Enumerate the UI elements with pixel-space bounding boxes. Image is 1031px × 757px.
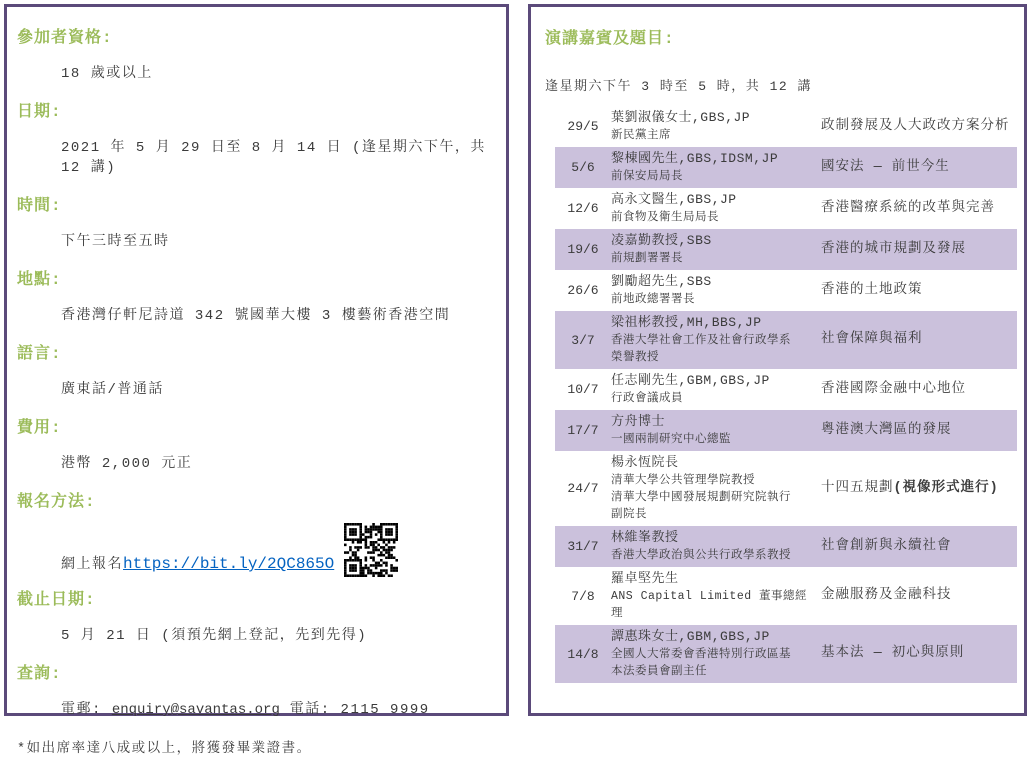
schedule-row (555, 526, 1017, 567)
signup-url-link[interactable]: https://bit.ly/2QC865O (123, 555, 335, 573)
speaker-title: 前食物及衛生局局長 (611, 211, 719, 224)
certificate-footnote: *如出席率達八成或以上，將獲發畢業證書。 (17, 742, 312, 757)
session-date: 29/5 (567, 119, 599, 134)
topic-text: 政制發展及人大政改方案分析 (821, 118, 1010, 134)
speaker-cell (611, 627, 821, 681)
schedule-row (555, 567, 1017, 625)
phone-text: 電話: 2115 9999 (279, 702, 430, 718)
session-date: 5/6 (571, 160, 595, 175)
info-section (17, 340, 494, 398)
session-date: 12/6 (567, 201, 599, 216)
topic-text: 國安法 — 前世今生 (821, 159, 950, 175)
speaker-schedule-table (555, 106, 1017, 683)
speaker-cell (611, 313, 821, 367)
email-link[interactable]: enquiry@savantas.org (111, 702, 280, 718)
speakers-panel (528, 4, 1027, 716)
speaker-title: 清華大學中國發展規劃研究院執行 (611, 491, 791, 504)
section-heading: 語言: (17, 345, 62, 363)
section-body: 5 月 21 日 (須預先網上登記，先到先得) (61, 628, 368, 644)
speaker-cell (611, 412, 821, 449)
schedule-row (555, 270, 1017, 311)
speaker-title: ANS Capital Limited 董事總經理 (611, 590, 808, 620)
speaker-title: 全國人大常委會香港特別行政區基 (611, 648, 791, 661)
section-body: 下午三時至五時 (61, 234, 170, 250)
topic-text: 香港醫療系統的改革與完善 (821, 200, 995, 216)
topic-bold-text: (視像形式進行) (893, 480, 999, 496)
section-heading: 參加者資格: (17, 29, 113, 47)
speaker-title: 前規劃署署長 (611, 252, 683, 265)
topic-cell (821, 528, 1017, 565)
info-section (17, 98, 494, 176)
speaker-title: 榮譽教授 (611, 351, 659, 364)
section-body: 18 歲或以上 (61, 66, 153, 82)
section-body: 廣東話/普通話 (61, 382, 164, 398)
speakers-subtitle: 逢星期六下午 3 時至 5 時，共 12 講 (545, 79, 813, 94)
topic-cell (821, 453, 1017, 524)
speaker-cell (611, 149, 821, 186)
speaker-title: 本法委員會副主任 (611, 665, 707, 678)
topic-text: 金融服務及金融科技 (821, 588, 952, 603)
topic-cell (821, 149, 1017, 186)
info-section (17, 660, 494, 718)
section-heading: 日期: (17, 103, 62, 121)
session-date: 7/8 (571, 588, 595, 604)
speaker-title: 行政會議成員 (611, 392, 683, 405)
signup-row (61, 523, 494, 573)
topic-text: 十四五規劃 (821, 480, 894, 496)
topic-text: 社會保障與福利 (821, 332, 923, 347)
info-section (17, 24, 494, 82)
topic-cell (821, 371, 1017, 408)
speaker-title: 一國兩制研究中心總監 (611, 433, 731, 446)
topic-text: 基本法 — 初心與原則 (821, 646, 965, 661)
schedule-row (555, 369, 1017, 410)
schedule-row (555, 106, 1017, 147)
section-heading: 查詢: (17, 665, 62, 683)
schedule-row (555, 188, 1017, 229)
speaker-title: 前保安局局長 (611, 170, 683, 183)
speaker-name: 羅卓堅先生 (611, 571, 679, 586)
info-section (17, 586, 494, 644)
section-heading: 地點: (17, 271, 62, 289)
topic-text: 香港的土地政策 (821, 282, 923, 298)
schedule-row (555, 147, 1017, 188)
info-sections (17, 24, 494, 718)
section-heading: 費用: (17, 419, 62, 437)
info-section (17, 488, 494, 573)
speaker-title: 清華大學公共管理學院教授 (611, 474, 755, 487)
session-date: 3/7 (571, 332, 595, 348)
speaker-cell (611, 272, 821, 309)
speaker-name: 梁祖彬教授,MH,BBS,JP (611, 315, 762, 330)
section-heading: 截止日期: (17, 591, 96, 609)
section-body: 2021 年 5 月 29 日至 8 月 14 日 (逢星期六下午，共 12 講) (61, 140, 486, 176)
section-heading: 報名方法: (17, 493, 96, 511)
topic-cell (821, 231, 1017, 268)
info-section (17, 414, 494, 472)
speaker-cell (611, 190, 821, 227)
speaker-title: 副院長 (611, 508, 647, 521)
speakers-title: 演講嘉賓及題目: (545, 30, 675, 48)
speaker-name: 葉劉淑儀女士,GBS,JP (611, 110, 751, 125)
section-heading: 時間: (17, 197, 62, 215)
topic-text: 粵港澳大灣區的發展 (821, 422, 952, 438)
contact-line (61, 698, 494, 718)
info-section (17, 266, 494, 324)
speaker-cell (611, 528, 821, 565)
speaker-name: 黎棟國先生,GBS,IDSM,JP (611, 151, 779, 166)
speaker-name: 凌嘉勤教授,SBS (611, 233, 712, 248)
speaker-name: 林維峯教授 (611, 530, 679, 545)
session-date: 10/7 (567, 382, 599, 397)
topic-cell (821, 108, 1017, 145)
speaker-cell (611, 108, 821, 145)
session-date: 14/8 (567, 646, 599, 662)
topic-cell (821, 272, 1017, 309)
signup-label: 網上報名 (61, 557, 123, 573)
speaker-cell (611, 569, 821, 623)
section-body: 港幣 2,000 元正 (61, 456, 193, 472)
schedule-row (555, 625, 1017, 683)
info-panel (4, 4, 509, 757)
session-date: 26/6 (567, 283, 599, 298)
speaker-cell (611, 453, 821, 524)
topic-cell (821, 190, 1017, 227)
session-date: 24/7 (567, 481, 599, 496)
schedule-row (555, 229, 1017, 270)
speaker-title: 新民黨主席 (611, 129, 671, 142)
topic-cell (821, 569, 1017, 623)
speaker-name: 高永文醫生,GBS,JP (611, 192, 737, 207)
section-body: 香港灣仔軒尼詩道 342 號國華大樓 3 樓藝術香港空間 (61, 308, 451, 324)
speaker-cell (611, 371, 821, 408)
speaker-name: 方舟博士 (611, 414, 666, 429)
topic-text: 社會創新與永續社會 (821, 538, 952, 554)
qr-code-image (344, 523, 398, 577)
speaker-title: 香港大學政治與公共行政學系教授 (611, 549, 791, 562)
speaker-cell (611, 231, 821, 268)
session-date: 19/6 (567, 242, 599, 257)
email-label: 電郵: (61, 702, 112, 718)
schedule-row (555, 410, 1017, 451)
schedule-row (555, 451, 1017, 526)
topic-cell (821, 627, 1017, 681)
speaker-name: 任志剛先生,GBM,GBS,JP (611, 373, 770, 388)
topic-text: 香港國際金融中心地位 (821, 381, 966, 397)
speaker-name: 楊永恆院長 (611, 455, 679, 470)
topic-text: 香港的城市規劃及發展 (821, 241, 966, 257)
info-section (17, 192, 494, 250)
topic-cell (821, 412, 1017, 449)
schedule-row (555, 311, 1017, 369)
session-date: 31/7 (567, 539, 599, 554)
session-date: 17/7 (567, 423, 599, 438)
topic-cell (821, 313, 1017, 367)
speaker-name: 譚惠珠女士,GBM,GBS,JP (611, 629, 770, 644)
speaker-title: 前地政總署署長 (611, 293, 695, 306)
speaker-title: 香港大學社會工作及社會行政學系 (611, 334, 791, 347)
speaker-name: 劉勵超先生,SBS (611, 274, 712, 289)
